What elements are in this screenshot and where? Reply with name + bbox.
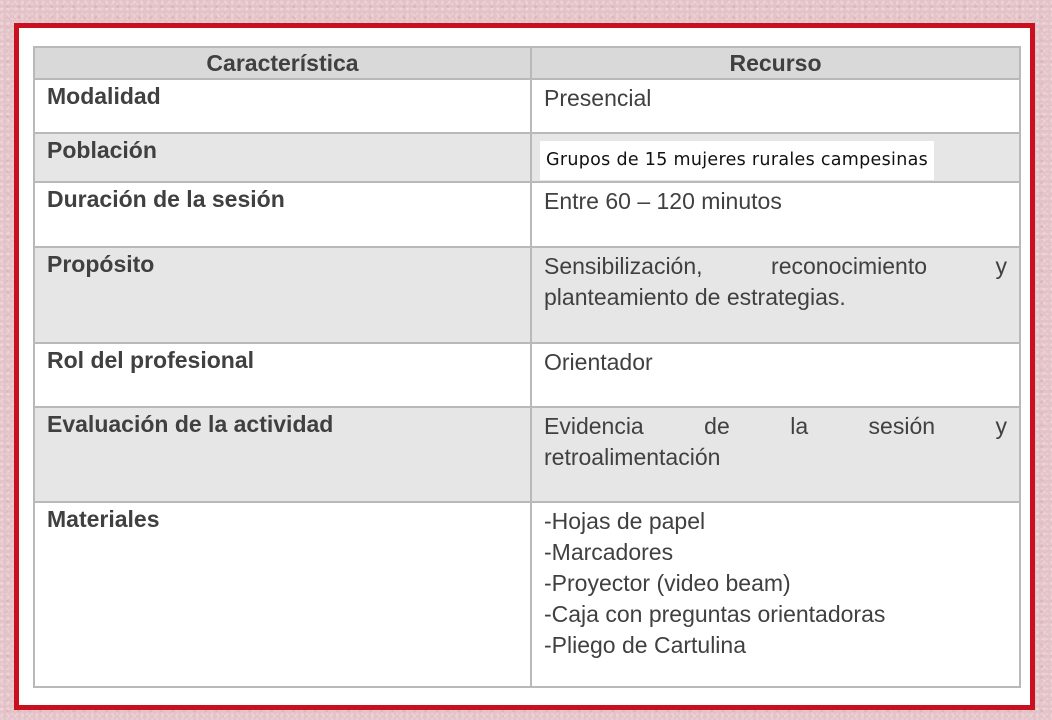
feature-cell-poblacion: Población [34, 133, 531, 182]
header-feature: Característica [34, 47, 531, 79]
table-row [34, 407, 1020, 502]
resource-cell-proposito [531, 247, 1020, 343]
slide-frame [14, 23, 1035, 710]
table-row [34, 502, 1020, 687]
resource-cell-duracion: Entre 60 – 120 minutos [531, 182, 1020, 247]
feature-cell-proposito: Propósito [34, 247, 531, 343]
feature-cell-duracion: Duración de la sesión [34, 182, 531, 247]
resource-cell-evaluacion [531, 407, 1020, 502]
table-header-row [34, 47, 1020, 79]
evaluacion-line-1: Evidencia de la sesión y [544, 413, 1007, 439]
list-item: -Proyector (video beam) [544, 570, 791, 596]
proposito-line-1: Sensibilización, reconocimiento y [544, 253, 1007, 279]
poblacion-text-box: Grupos de 15 mujeres rurales campesinas [540, 141, 934, 180]
table-row [34, 79, 1020, 133]
list-item: -Marcadores [544, 539, 674, 565]
table-row [34, 133, 1020, 182]
resource-cell-poblacion [531, 133, 1020, 182]
resource-cell-modalidad: Presencial [531, 79, 1020, 133]
activity-table [33, 46, 1021, 688]
feature-cell-rol: Rol del profesional [34, 343, 531, 407]
table-row [34, 182, 1020, 247]
list-item: -Caja con preguntas orientadoras [544, 601, 886, 627]
resource-cell-materiales [531, 502, 1020, 687]
proposito-line-2: planteamiento de estrategias. [544, 284, 846, 310]
feature-cell-materiales: Materiales [34, 502, 531, 687]
header-resource: Recurso [531, 47, 1020, 79]
table-container [33, 46, 1019, 686]
resource-cell-rol: Orientador [531, 343, 1020, 407]
feature-cell-evaluacion: Evaluación de la actividad [34, 407, 531, 502]
list-item: -Hojas de papel [544, 508, 706, 534]
evaluacion-line-2: retroalimentación [544, 444, 721, 470]
table-row [34, 247, 1020, 343]
feature-cell-modalidad: Modalidad [34, 79, 531, 133]
table-row [34, 343, 1020, 407]
materials-list [544, 506, 1007, 661]
list-item: -Pliego de Cartulina [544, 632, 747, 658]
